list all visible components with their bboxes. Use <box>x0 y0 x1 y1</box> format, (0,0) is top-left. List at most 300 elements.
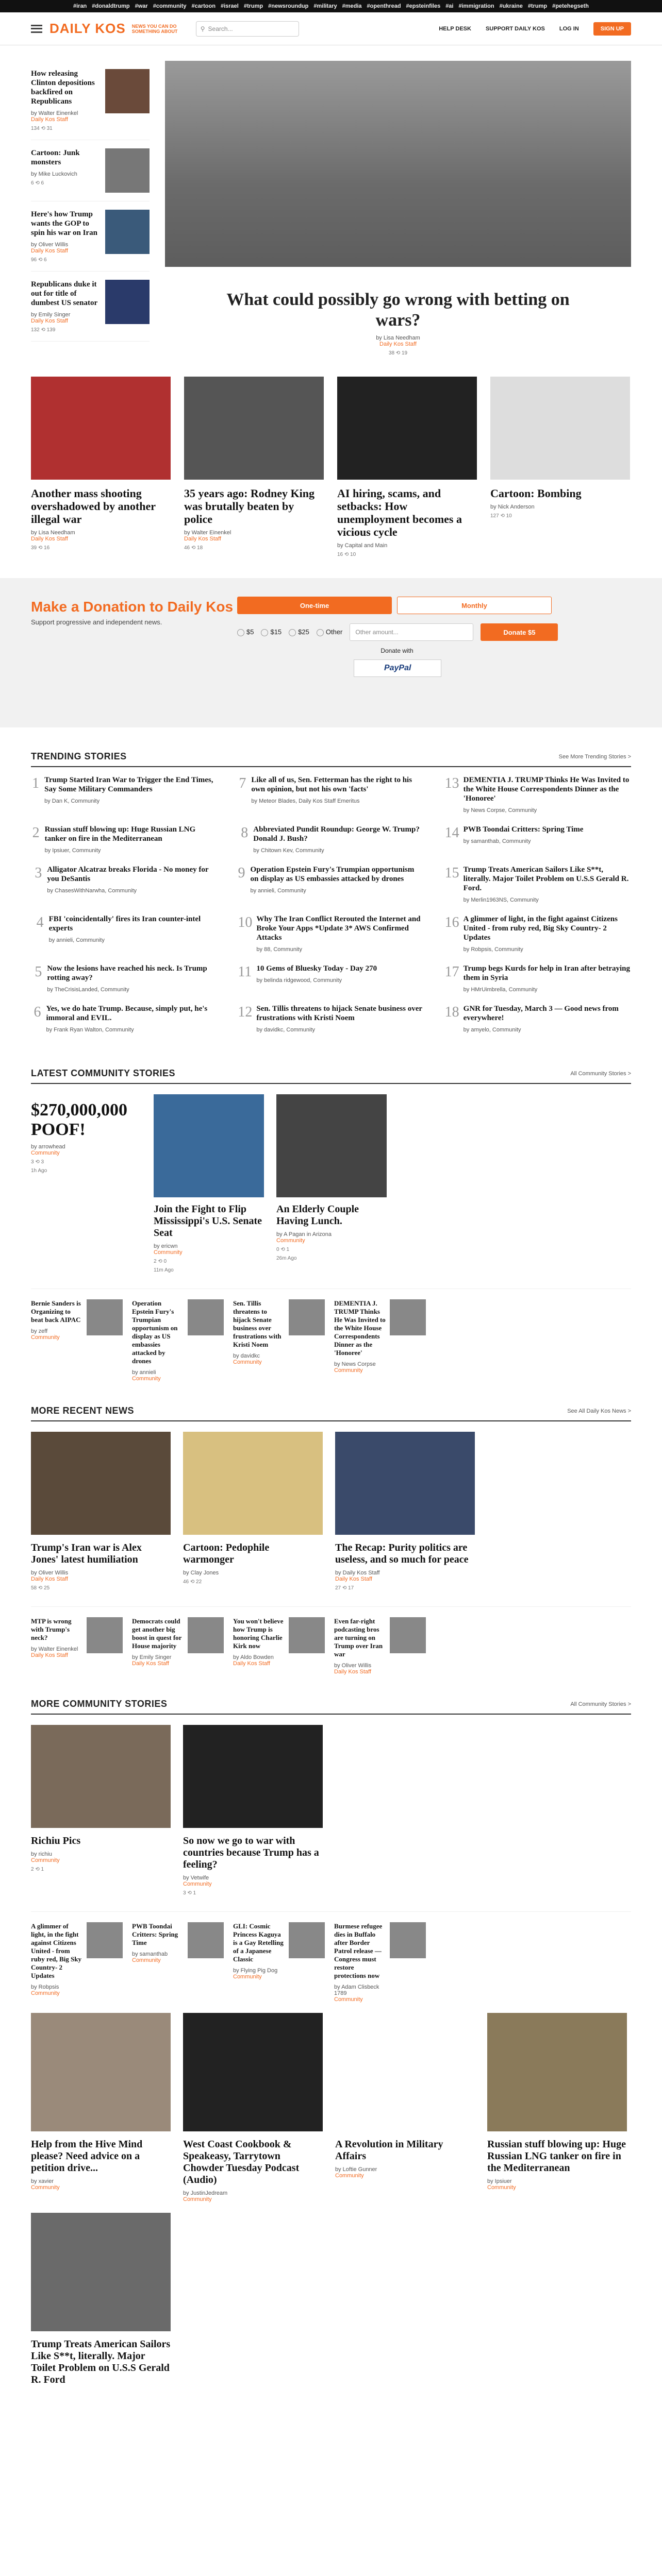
small-story-org: Community <box>233 1359 262 1365</box>
story-author: by JustinJedream <box>183 2190 228 2196</box>
tag-link[interactable]: #immigration <box>458 3 494 9</box>
featured-meta: 46 ⟲ 18 <box>184 545 203 551</box>
small-story-thumb[interactable] <box>188 1299 224 1335</box>
small-story-author: by Oliver Willis <box>334 1663 372 1669</box>
trending-title[interactable]: Trump begs Kurds for help in Iran after betraying them in Syria <box>463 964 631 982</box>
trending-author: by Ipsiuer, Community <box>44 848 101 854</box>
story-image[interactable] <box>276 1094 387 1197</box>
story-card[interactable] <box>31 1432 171 1591</box>
community-title: MORE COMMUNITY STORIES <box>31 1699 168 1709</box>
trending-item[interactable] <box>238 964 424 993</box>
small-story[interactable] <box>132 1617 224 1675</box>
trending-number: 11 <box>238 964 252 980</box>
trending-item[interactable] <box>31 775 217 814</box>
hero-image[interactable] <box>165 61 631 267</box>
trending-item[interactable] <box>445 865 631 903</box>
donate-button[interactable]: Donate $5 <box>481 623 558 641</box>
trending-text <box>47 865 217 903</box>
trending-number: 16 <box>444 914 459 930</box>
small-story-thumb[interactable] <box>87 1617 123 1653</box>
tag-link[interactable]: #newsroundup <box>268 3 309 9</box>
story-meta: 3 ⟲ 1 <box>183 1890 196 1896</box>
story-card[interactable] <box>183 2013 323 2202</box>
left-story-author: by Mike Luckovich <box>31 171 77 177</box>
trending-number: 9 <box>238 865 245 881</box>
left-story-title[interactable]: How releasing Clinton depositions backfired on Republicans <box>31 70 95 106</box>
left-story[interactable] <box>31 61 150 140</box>
trending-number: 8 <box>241 825 249 841</box>
small-story[interactable] <box>31 1299 123 1382</box>
small-story-text <box>31 1922 82 2003</box>
featured-image[interactable] <box>31 377 171 480</box>
small-story-thumb[interactable] <box>289 1299 325 1335</box>
story-title[interactable]: Trump's Iran war is Alex Jones' latest humiliation <box>31 1542 142 1565</box>
small-story[interactable] <box>233 1922 325 2003</box>
donate-with-label: Donate with <box>380 647 413 654</box>
small-story-thumb[interactable] <box>390 1617 426 1653</box>
search-input[interactable]: ⚲ Search... <box>196 21 299 37</box>
story-title[interactable]: Russian stuff blowing up: Huge Russian LNG tanker on fire in the Mediterranean <box>487 2139 626 2174</box>
trending-title[interactable]: Like all of us, Sen. Fetterman has the right to his own opinion, but not his own 'facts' <box>251 776 412 793</box>
paypal-button[interactable]: PayPal <box>354 659 441 677</box>
trending-title[interactable]: Trump Treats American Sailors Like S**t, literally. Major Toilet Problem on U.S.S Gerald R. Ford. <box>463 866 629 892</box>
tag-link[interactable]: #trump <box>527 3 548 9</box>
story-title[interactable]: Richiu Pics <box>31 1835 81 1846</box>
trending-author: by News Corpse, Community <box>463 807 537 814</box>
trending-number: 7 <box>239 775 246 791</box>
small-story-org: Community <box>31 1990 60 1996</box>
trending-author: by belinda ridgewood, Community <box>256 977 342 984</box>
tag-link[interactable]: #petehegseth <box>552 3 589 9</box>
featured-image[interactable] <box>184 377 324 480</box>
search-icon: ⚲ <box>200 25 205 32</box>
trending-title[interactable]: Alligator Alcatraz breaks Florida - No money for you DeSantis <box>47 866 209 883</box>
story-image[interactable] <box>183 2013 323 2131</box>
small-story-org: Community <box>334 1996 363 2003</box>
left-story-text <box>31 69 103 131</box>
featured-author: by Nick Anderson <box>490 504 535 510</box>
small-story-title[interactable]: GLI: Cosmic Princess Kaguya is a Gay Retelling of a Japanese Classic <box>233 1922 284 1963</box>
radio-icon[interactable] <box>317 629 324 636</box>
story-card[interactable] <box>335 1432 475 1591</box>
left-story[interactable] <box>31 201 150 272</box>
left-story[interactable] <box>31 140 150 201</box>
left-story-author: by Oliver Willis <box>31 242 69 248</box>
small-story-author: by samanthab <box>132 1951 168 1957</box>
small-story-title[interactable]: DEMENTIA J. TRUMP Thinks He Was Invited to the White House Correspondents Dinner as the 'Honoree' <box>334 1299 386 1357</box>
trending-item[interactable] <box>31 1004 217 1033</box>
story-title[interactable]: The Recap: Purity politics are useless, and so much for peace <box>335 1542 469 1565</box>
story-org: Community <box>335 2173 364 2179</box>
small-story[interactable] <box>334 1299 426 1382</box>
trending-title[interactable]: A glimmer of light, in the fight against Citizens United - from ruby red, Big Sky Country- 2 Updates <box>463 915 618 942</box>
story-org: Community <box>276 1238 305 1244</box>
trending-number: 18 <box>444 1004 459 1020</box>
trending-item[interactable] <box>31 825 217 854</box>
small-story-title[interactable]: You won't believe how Trump is honoring Charlie Kirk now <box>233 1617 284 1650</box>
story-meta: 3 ⟲ 3 <box>31 1159 44 1165</box>
trending-text <box>464 1004 631 1033</box>
tag-link[interactable]: #war <box>135 3 148 9</box>
trending-title: TRENDING STORIES <box>31 751 127 761</box>
small-story[interactable] <box>132 1299 224 1382</box>
trending-number: 5 <box>35 964 42 980</box>
trending-title[interactable]: FBI 'coincidentally' fires its Iran counter-intel experts <box>48 915 201 933</box>
small-story-thumb[interactable] <box>188 1922 224 1958</box>
small-story-title[interactable]: Burmese refugee dies in Buffalo after Border Patrol release —Congress must restore protections now <box>334 1922 383 1979</box>
trending-item[interactable] <box>445 914 631 953</box>
amount-label: Other <box>325 628 343 636</box>
recent-title: MORE RECENT NEWS <box>31 1405 135 1416</box>
login-link[interactable]: LOG IN <box>559 25 579 32</box>
trending-author: by HMrUimbrella, Community <box>463 987 538 993</box>
small-story-text <box>233 1617 285 1675</box>
small-story-title[interactable]: Bernie Sanders is Organizing to beat back AIPAC <box>31 1299 81 1324</box>
trending-title[interactable]: Why The Iran Conflict Rerouted the Internet and Broke Your Apps *Update 3* AWS Confirmed Attacks <box>256 915 421 942</box>
featured-image[interactable] <box>490 377 630 480</box>
hero-title[interactable]: What could possibly go wrong with betting on wars? <box>226 290 570 330</box>
small-story-author: by annieli <box>132 1369 156 1376</box>
trending-text <box>464 825 584 854</box>
trending-text <box>46 1004 217 1033</box>
story-image[interactable] <box>154 1094 264 1197</box>
trending-number: 13 <box>444 775 459 791</box>
story-image[interactable] <box>31 1725 171 1828</box>
trending-item[interactable] <box>445 775 631 814</box>
logo[interactable]: DAILY KOS <box>49 21 126 36</box>
trending-item[interactable] <box>238 914 424 953</box>
story-image[interactable] <box>31 1432 171 1535</box>
tag-link[interactable]: #epsteinfiles <box>406 3 441 9</box>
amount-option[interactable] <box>261 628 282 636</box>
story-author: by Loftie Gunner <box>335 2166 377 2173</box>
small-story-text <box>132 1617 184 1675</box>
amount-label: $5 <box>246 628 254 636</box>
amount-option[interactable] <box>289 628 309 636</box>
small-story-text <box>132 1922 184 2003</box>
story-title[interactable]: So now we go to war with countries because Trump has a feeling? <box>183 1835 319 1870</box>
left-story-title[interactable]: Republicans duke it out for title of dumbest US senator <box>31 280 98 307</box>
left-story-thumb[interactable] <box>105 210 150 254</box>
story-card[interactable] <box>31 2213 171 2390</box>
amount-option[interactable] <box>237 628 254 636</box>
story-image[interactable] <box>335 2013 475 2131</box>
signup-button[interactable]: SIGN UP <box>593 22 631 36</box>
small-story-title[interactable]: Democrats could get another big boost in quest for House majority <box>132 1617 182 1650</box>
monthly-tab[interactable]: Monthly <box>397 597 552 614</box>
left-story-text <box>31 148 103 193</box>
left-story-org: Daily Kos Staff <box>31 248 68 254</box>
story-image[interactable] <box>183 1432 323 1535</box>
left-story-thumb[interactable] <box>105 69 150 113</box>
trending-item[interactable] <box>31 865 217 903</box>
tag-link[interactable]: #cartoon <box>191 3 216 9</box>
trending-item[interactable] <box>31 964 217 993</box>
tag-link[interactable]: #openthread <box>367 3 401 9</box>
small-story-text <box>334 1617 386 1675</box>
trending-text <box>464 775 631 814</box>
featured-author: by Lisa Needham <box>31 530 75 536</box>
story-title[interactable]: An Elderly Couple Having Lunch. <box>276 1204 359 1227</box>
left-story-org: Daily Kos Staff <box>31 318 68 324</box>
tag-bar <box>0 0 662 12</box>
story-author: by Vetwife <box>183 1875 209 1881</box>
hero-story[interactable] <box>165 61 631 356</box>
one-time-tab[interactable]: One-time <box>237 597 392 614</box>
trending-title[interactable]: Russian stuff blowing up: Huge Russian LNG tanker on fire in the Mediterranean <box>44 825 196 843</box>
story-title[interactable]: Trump Treats American Sailors Like S**t, literally. Major Toilet Problem on U.S.S Gerald R. Ford <box>31 2338 171 2385</box>
site-header <box>0 12 662 45</box>
story-org: Daily Kos Staff <box>31 1576 68 1582</box>
small-story-thumb[interactable] <box>390 1299 426 1335</box>
trending-author: by amyelo, Community <box>463 1027 521 1033</box>
trending-item[interactable] <box>238 865 424 903</box>
story-title[interactable]: A Revolution in Military Affairs <box>335 2139 443 2162</box>
story-card[interactable] <box>183 1432 323 1591</box>
trending-title[interactable]: GNR for Tuesday, March 3 — Good news from everywhere! <box>463 1005 619 1022</box>
trending-title[interactable]: Abbreviated Pundit Roundup: George W. Trump? Donald J. Bush? <box>253 825 420 843</box>
trending-title[interactable]: 10 Gems of Bluesky Today - Day 270 <box>256 964 377 973</box>
left-story[interactable] <box>31 272 150 342</box>
story-org: Community <box>183 2196 212 2202</box>
story-author: by richiu <box>31 1851 52 1857</box>
radio-icon[interactable] <box>237 629 244 636</box>
trending-text <box>47 964 217 993</box>
small-story-text <box>334 1299 386 1382</box>
community-card-row <box>31 2013 631 2202</box>
featured-card[interactable] <box>490 377 630 557</box>
story-author: by Daily Kos Staff <box>335 1570 380 1576</box>
left-story-author: by Walter Einenkel <box>31 110 78 116</box>
trending-text <box>256 1004 424 1033</box>
trending-number: 2 <box>32 825 40 841</box>
left-story-thumb[interactable] <box>105 148 150 193</box>
small-story-title[interactable]: MTP is wrong with Trump's neck? <box>31 1617 72 1641</box>
small-story-thumb[interactable] <box>87 1922 123 1958</box>
small-story-thumb[interactable] <box>289 1922 325 1958</box>
small-story-text <box>31 1299 82 1382</box>
trending-author: by davidkc, Community <box>256 1027 316 1033</box>
donate-subtitle: Support progressive and independent news. <box>31 618 162 626</box>
story-title[interactable]: Join the Fight to Flip Mississippi's U.S. Senate Seat <box>154 1204 262 1239</box>
featured-org: Daily Kos Staff <box>31 536 68 542</box>
small-story[interactable] <box>233 1617 325 1675</box>
trending-text <box>256 964 377 993</box>
tag-link[interactable]: #military <box>313 3 337 9</box>
small-story-author: by Adam Clisbeck 1789 <box>334 1984 379 1996</box>
story-org: Community <box>154 1249 183 1256</box>
left-story-org: Daily Kos Staff <box>31 116 68 123</box>
story-org: Community <box>31 2184 60 2191</box>
story-title[interactable]: West Coast Cookbook & Speakeasy, Tarrytown Chowder Tuesday Podcast (Audio) <box>183 2139 300 2185</box>
story-image[interactable] <box>335 1432 475 1535</box>
left-story-title[interactable]: Cartoon: Junk monsters <box>31 149 80 166</box>
small-story-author: by Flying Pig Dog <box>233 1968 278 1974</box>
small-story-thumb[interactable] <box>390 1922 426 1958</box>
tag-link[interactable]: #community <box>153 3 187 9</box>
small-story-org: Community <box>31 1334 60 1341</box>
story-org: Community <box>183 1881 212 1887</box>
left-story-thumb[interactable] <box>105 280 150 324</box>
left-story-text <box>31 280 103 333</box>
featured-title[interactable]: Cartoon: Bombing <box>490 487 582 500</box>
story-image[interactable] <box>183 1725 323 1828</box>
story-title[interactable]: Help from the Hive Mind please? Need advice on a petition drive... <box>31 2139 143 2174</box>
featured-meta: 127 ⟲ 10 <box>490 513 512 519</box>
story-title[interactable]: Cartoon: Pedophile warmonger <box>183 1542 270 1565</box>
trending-title[interactable]: Operation Epstein Fury's Trumpian opportunism on display as US embassies attacked by drones <box>250 866 415 883</box>
menu-icon[interactable] <box>31 25 42 33</box>
tag-link[interactable]: #ai <box>445 3 454 9</box>
featured-card[interactable] <box>184 377 324 557</box>
small-story-text <box>132 1299 184 1382</box>
trending-number: 14 <box>444 825 459 841</box>
small-story-thumb[interactable] <box>188 1617 224 1653</box>
small-story[interactable] <box>31 1922 123 2003</box>
small-story[interactable] <box>334 1617 426 1675</box>
small-story-author: by davidkc <box>233 1353 260 1359</box>
tag-link[interactable]: #donaldtrump <box>92 3 130 9</box>
featured-card[interactable] <box>31 377 171 557</box>
featured-title[interactable]: AI hiring, scams, and setbacks: How unemployment becomes a vicious cycle <box>337 487 462 538</box>
trending-item[interactable] <box>445 1004 631 1033</box>
small-story-thumb[interactable] <box>289 1617 325 1653</box>
story-card[interactable] <box>276 1094 387 1273</box>
help-link[interactable]: HELP DESK <box>439 25 471 32</box>
trending-author: by annieli, Community <box>48 937 105 943</box>
story-meta: 2 ⟲ 1 <box>31 1867 44 1872</box>
small-story[interactable] <box>334 1922 426 2003</box>
story-card[interactable] <box>487 2013 627 2202</box>
trending-link[interactable]: See More Trending Stories > <box>558 753 631 760</box>
latest-link[interactable]: All Community Stories > <box>570 1070 631 1077</box>
trending-item[interactable] <box>238 1004 424 1033</box>
small-story-author: by Aldo Bowden <box>233 1654 274 1660</box>
radio-icon[interactable] <box>289 629 296 636</box>
featured-meta: 16 ⟲ 10 <box>337 552 356 557</box>
story-meta: 2 ⟲ 0 <box>154 1259 167 1264</box>
donate-title: Make a Donation to Daily Kos <box>31 599 234 615</box>
small-story-org: Daily Kos Staff <box>233 1660 270 1667</box>
tag-link[interactable]: #trump <box>243 3 263 9</box>
featured-title[interactable]: 35 years ago: Rodney King was brutally beaten by police <box>184 487 315 526</box>
small-story-org: Community <box>334 1367 363 1374</box>
story-card[interactable] <box>31 1725 171 1896</box>
other-amount-input[interactable]: Other amount... <box>350 623 473 641</box>
small-story[interactable] <box>233 1299 325 1382</box>
small-story-org: Daily Kos Staff <box>334 1669 371 1675</box>
featured-author: by Walter Einenkel <box>184 530 231 536</box>
recent-small-row <box>31 1606 631 1675</box>
trending-item[interactable] <box>445 964 631 993</box>
small-story-text <box>233 1299 285 1382</box>
story-card[interactable] <box>31 2013 171 2202</box>
community-header <box>31 1699 631 1715</box>
community-link[interactable]: All Community Stories > <box>570 1701 631 1707</box>
tag-link[interactable]: #ukraine <box>499 3 523 9</box>
small-story-title[interactable]: Operation Epstein Fury's Trumpian opportunism on display as US embassies attacked by drones <box>132 1299 178 1365</box>
small-story-title[interactable]: Even far-right podcasting bros are turning on Trump over Iran war <box>334 1617 383 1658</box>
featured-meta: 39 ⟲ 16 <box>31 545 50 551</box>
small-story-title[interactable]: Sen. Tillis threatens to hijack Senate business over frustrations with Kristi Noem <box>233 1299 282 1348</box>
small-story-title[interactable]: A glimmer of light, in the fight against Citizens United - from ruby red, Big Sky Country- 2 Updates <box>31 1922 82 1979</box>
story-card[interactable] <box>31 1094 141 1273</box>
story-card[interactable] <box>183 1725 323 1896</box>
trending-number: 4 <box>36 914 44 930</box>
recent-header <box>31 1405 631 1421</box>
story-card[interactable] <box>154 1094 264 1273</box>
trending-item[interactable] <box>238 825 424 854</box>
story-org: Community <box>487 2184 516 2191</box>
tag-link[interactable]: #israel <box>220 3 239 9</box>
story-image[interactable] <box>31 2013 171 2131</box>
featured-title[interactable]: Another mass shooting overshadowed by another illegal war <box>31 487 156 526</box>
tag-link[interactable]: #iran <box>73 3 87 9</box>
story-image[interactable] <box>487 2013 627 2131</box>
left-story-meta: 6 ⟲ 6 <box>31 180 44 186</box>
featured-card[interactable] <box>337 377 477 557</box>
small-story-thumb[interactable] <box>87 1299 123 1335</box>
story-author: by ericwn <box>154 1243 178 1249</box>
trending-item[interactable] <box>31 914 217 953</box>
left-story-title[interactable]: Here's how Trump wants the GOP to spin his war on Iran <box>31 210 97 237</box>
trending-header <box>31 751 631 767</box>
trending-author: by ChasesWithNarwha, Community <box>47 888 137 894</box>
trending-number: 1 <box>32 775 40 791</box>
left-story-text <box>31 210 103 263</box>
trending-text <box>256 914 424 953</box>
tag-link[interactable]: #media <box>342 3 362 9</box>
amount-option[interactable] <box>317 628 343 636</box>
amount-label: $25 <box>298 628 309 636</box>
small-story-title[interactable]: PWB Toondai Critters: Spring Time <box>132 1922 178 1946</box>
trending-author: by Frank Ryan Walton, Community <box>46 1027 134 1033</box>
story-card[interactable] <box>335 2013 475 2202</box>
story-author: by arrowhead <box>31 1144 65 1150</box>
story-age: 26m Ago <box>276 1256 297 1261</box>
story-org: Community <box>31 1857 60 1863</box>
trending-title[interactable]: Sen. Tillis threatens to hijack Senate business over frustrations with Kristi Noem <box>256 1005 422 1022</box>
story-author: by A Pagan in Arizona <box>276 1231 332 1238</box>
small-story[interactable] <box>132 1922 224 2003</box>
trending-title[interactable]: DEMENTIA J. TRUMP Thinks He Was Invited to the White House Correspondents Dinner as the 'Honoree' <box>463 776 630 803</box>
small-story-author: by Emily Singer <box>132 1654 172 1660</box>
left-story-meta: 134 ⟲ 31 <box>31 126 53 131</box>
trending-title[interactable]: Trump Started Iran War to Trigger the End Times, Say Some Military Commanders <box>44 776 213 793</box>
recent-big-row <box>31 1432 631 1591</box>
story-image[interactable] <box>31 2213 171 2331</box>
trending-title[interactable]: PWB Toondai Critters: Spring Time <box>463 825 584 834</box>
trending-item[interactable] <box>238 775 424 814</box>
recent-link[interactable]: See All Daily Kos News > <box>567 1408 631 1414</box>
trending-author: by Meteor Blades, Daily Kos Staff Emeritus <box>251 798 360 804</box>
radio-icon[interactable] <box>261 629 268 636</box>
trending-text <box>45 825 218 854</box>
latest-title: LATEST COMMUNITY STORIES <box>31 1068 176 1078</box>
small-story[interactable] <box>31 1617 123 1675</box>
trending-item[interactable] <box>445 825 631 854</box>
trending-number: 6 <box>34 1004 41 1020</box>
support-link[interactable]: SUPPORT DAILY KOS <box>485 25 545 32</box>
trending-title[interactable]: Yes, we do hate Trump. Because, simply put, he's immoral and EVIL. <box>46 1005 208 1022</box>
story-meta: 0 ⟲ 1 <box>276 1247 290 1252</box>
trending-text <box>464 865 631 903</box>
featured-image[interactable] <box>337 377 477 480</box>
story-meta: 27 ⟲ 17 <box>335 1585 354 1591</box>
trending-title[interactable]: Now the lesions have reached his neck. Is Trump rotting away? <box>47 964 207 982</box>
small-story-org: Daily Kos Staff <box>132 1660 169 1667</box>
story-title[interactable]: $270,000,000 POOF! <box>31 1100 127 1139</box>
